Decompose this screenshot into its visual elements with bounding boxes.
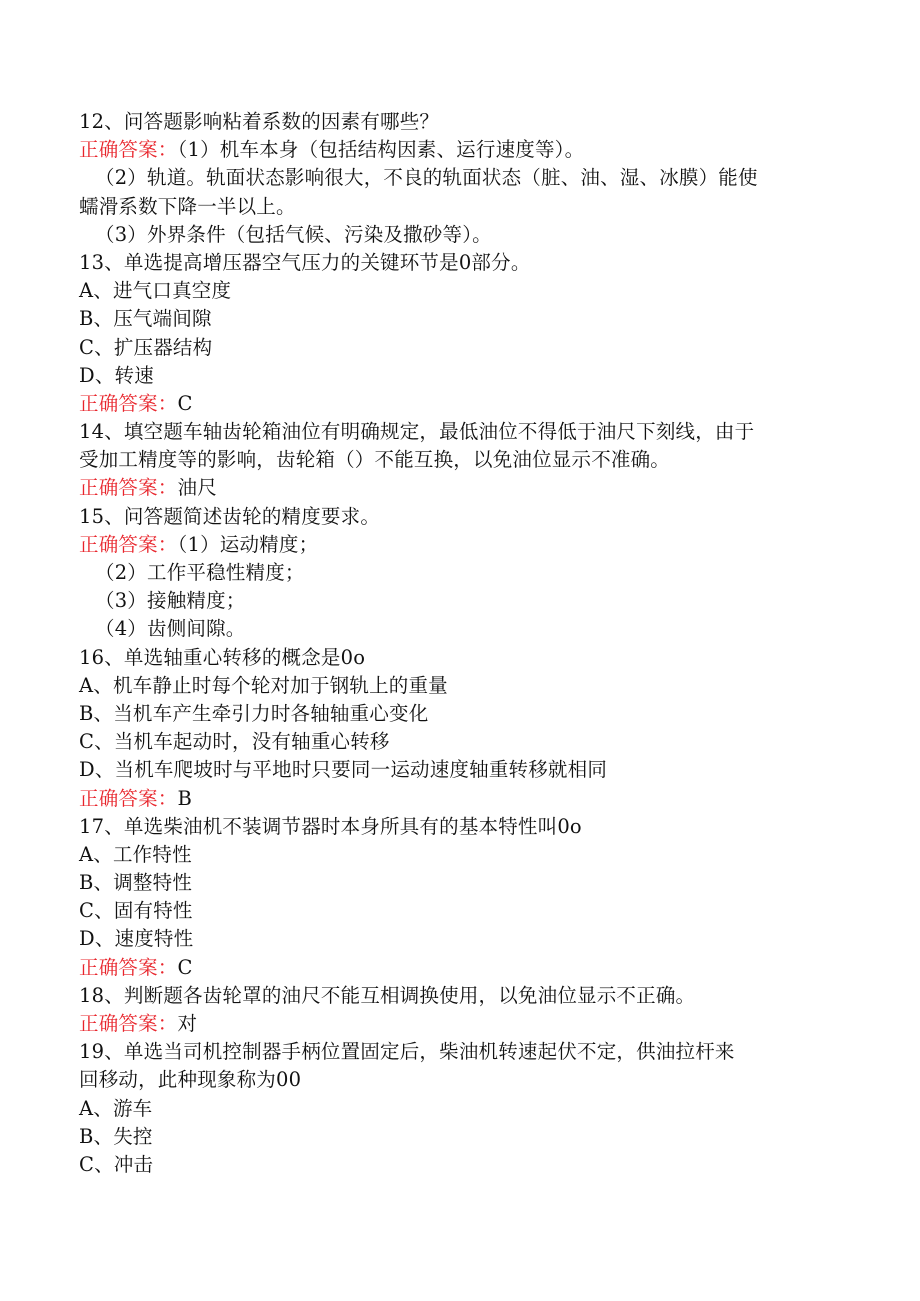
option: C、冲击 xyxy=(79,1152,154,1176)
answer-text: B xyxy=(177,786,193,810)
question-18-title: 18、判断题各齿轮罩的油尺不能互相调换使用，以免油位显示不正确。 xyxy=(79,983,696,1007)
answer-label: 正确答案： xyxy=(79,532,178,556)
question-17-title: 17、单选柴油机不装调节器时本身所具有的基本特性叫0o xyxy=(79,814,582,838)
answer-text: C xyxy=(177,391,193,415)
option: A、进气口真空度 xyxy=(79,279,232,303)
option: B、压气端间隙 xyxy=(79,307,212,331)
answer-text: 对 xyxy=(177,1012,198,1035)
question-13-answer xyxy=(79,390,839,418)
question-16-title: 16、单选轴重心转移的概念是0o xyxy=(79,645,366,669)
answer-text: C xyxy=(177,955,193,979)
question-14-answer xyxy=(79,474,839,502)
answer-line: 蠕滑系数下降一半以上。 xyxy=(79,194,296,218)
option: B、调整特性 xyxy=(79,871,193,895)
document-page xyxy=(79,108,839,1179)
question-17-answer xyxy=(79,954,839,982)
answer-label: 正确答案： xyxy=(79,1012,178,1035)
option: B、失控 xyxy=(79,1124,153,1148)
question-13-title: 13、单选提高增压器空气压力的关键环节是0部分。 xyxy=(79,250,531,274)
option: D、当机车爬坡时与平地时只要同一运动速度轴重转移就相同 xyxy=(79,758,608,782)
question-18-answer xyxy=(79,1010,839,1038)
option: B、当机车产生牵引力时各轴轴重心变化 xyxy=(79,701,429,725)
answer-text: （1）机车本身（包括结构因素、运行速度等）。 xyxy=(177,138,585,162)
answer-line: （3）接触精度； xyxy=(95,589,246,613)
question-14-title-cont: 受加工精度等的影响，齿轮箱（）不能互换，以免油位显示不准确。 xyxy=(79,448,671,472)
answer-line: （3）外界条件（包括气候、污染及撒砂等）。 xyxy=(95,222,492,246)
answer-line: （2）轨道。轨面状态影响很大，不良的轨面状态（脏、油、湿、冰膜）能使 xyxy=(95,166,758,190)
question-19-title: 19、单选当司机控制器手柄位置固定后，柴油机转速起伏不定，供油拉杆来 xyxy=(79,1040,735,1064)
answer-label: 正确答案： xyxy=(79,138,178,162)
answer-label: 正确答案： xyxy=(79,476,178,500)
option: C、扩压器结构 xyxy=(79,335,213,359)
answer-label: 正确答案： xyxy=(79,786,178,810)
question-12-answer xyxy=(79,136,839,164)
answer-text: 油尺 xyxy=(177,476,217,500)
question-15-title: 15、问答题简述齿轮的精度要求。 xyxy=(79,504,381,528)
answer-line: （2）工作平稳性精度； xyxy=(95,561,305,584)
answer-line: （4）齿侧间隙。 xyxy=(95,617,246,641)
answer-label: 正确答案： xyxy=(79,955,178,979)
question-12-title: 12、问答题影响粘着系数的因素有哪些？ xyxy=(79,110,440,133)
option: D、速度特性 xyxy=(79,927,194,951)
answer-label: 正确答案： xyxy=(79,391,178,415)
answer-text: （1）运动精度； xyxy=(177,532,319,556)
option: D、转速 xyxy=(79,363,154,387)
question-19-title-cont: 回移动，此种现象称为00 xyxy=(79,1068,302,1092)
option: A、游车 xyxy=(79,1096,153,1120)
option: C、固有特性 xyxy=(79,899,193,923)
option: C、当机车起动时，没有轴重心转移 xyxy=(79,730,390,754)
option: A、机车静止时每个轮对加于钢轨上的重量 xyxy=(79,673,448,697)
question-14-title: 14、填空题车轴齿轮箱油位有明确规定，最低油位不得低于油尺下刻线，由于 xyxy=(79,420,755,444)
question-15-answer xyxy=(79,531,839,559)
question-16-answer xyxy=(79,785,839,813)
option: A、工作特性 xyxy=(79,842,192,866)
